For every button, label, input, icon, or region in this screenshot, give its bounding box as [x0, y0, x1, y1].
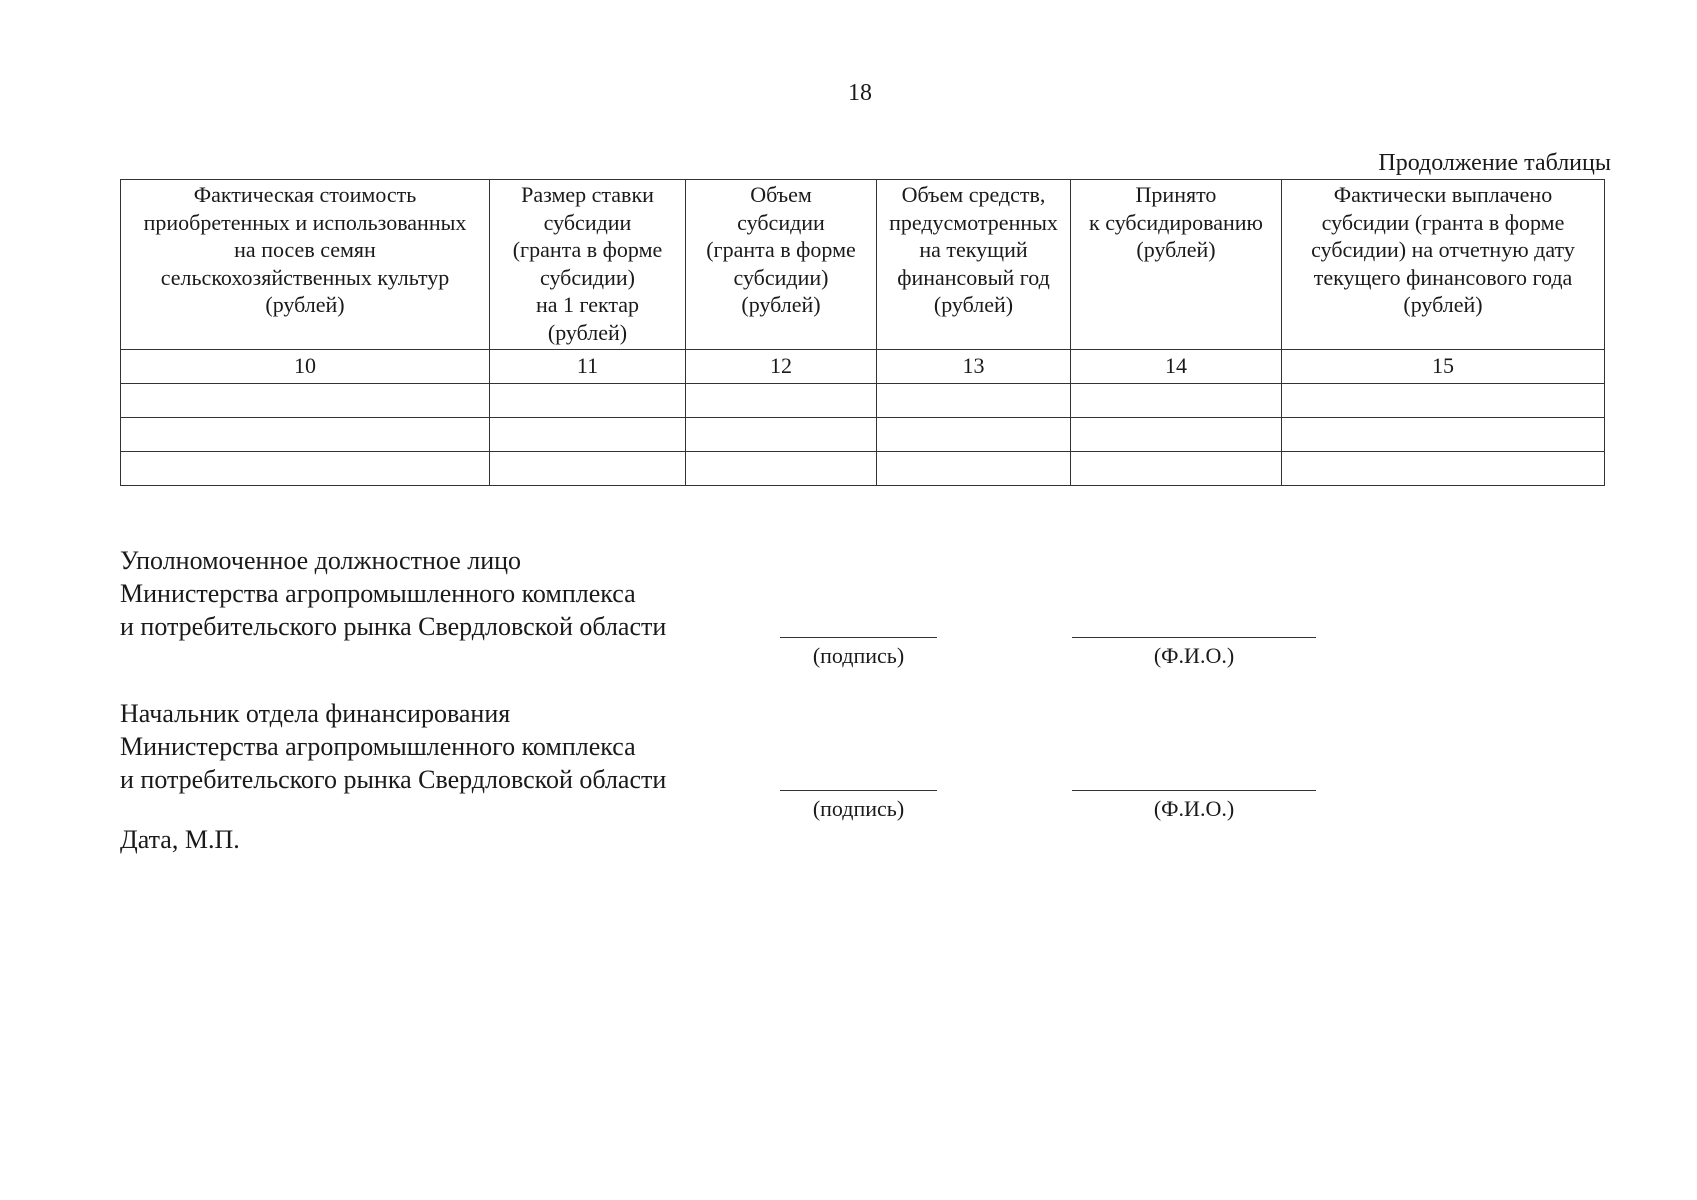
- name-line: [1072, 637, 1316, 638]
- header-cell-subsidy-rate: Размер ставки субсидии (гранта в форме субсидии) на 1 гектар (рублей): [490, 180, 686, 350]
- column-number: 11: [490, 350, 686, 384]
- name-caption: (Ф.И.О.): [1153, 796, 1235, 821]
- table-cell: [1071, 452, 1282, 486]
- page-number: 18: [848, 80, 872, 106]
- header-cell-accepted-for-subsidy: Принято к субсидированию (рублей): [1071, 180, 1282, 350]
- table-row: [121, 418, 1605, 452]
- table-continuation-label: Продолжение таблицы: [1378, 150, 1611, 176]
- table-cell: [877, 418, 1071, 452]
- subsidy-table: [120, 179, 1605, 486]
- table-row: [121, 384, 1605, 418]
- signatory-line: Министерства агропромышленного комплекса: [120, 732, 636, 761]
- table-cell: [686, 452, 877, 486]
- signature-line: [780, 637, 937, 638]
- table-cell: [490, 452, 686, 486]
- header-cell-subsidy-volume: Объем субсидии (гранта в форме субсидии) (рублей): [686, 180, 877, 350]
- signature-caption: (подпись): [812, 796, 905, 821]
- column-number: 13: [877, 350, 1071, 384]
- name-caption: (Ф.И.О.): [1153, 643, 1235, 668]
- table-cell: [1071, 384, 1282, 418]
- signatory-line: и потребительского рынка Свердловской области: [120, 765, 667, 794]
- table-cell: [1282, 452, 1605, 486]
- signatory-line: Начальник отдела финансирования: [120, 699, 511, 728]
- header-cell-actually-paid: Фактически выплачено субсидии (гранта в форме субсидии) на отчетную дату текущего финансового года (рублей): [1282, 180, 1605, 350]
- authorized-official-block: [120, 544, 666, 643]
- signatory-line: Министерства агропромышленного комплекса: [120, 579, 636, 608]
- table-header-row: [121, 180, 1605, 350]
- table-cell: [1282, 418, 1605, 452]
- table-cell: [490, 418, 686, 452]
- finance-head-block: [120, 697, 666, 796]
- table-cell: [877, 452, 1071, 486]
- name-line: [1072, 790, 1316, 791]
- table-cell: [1282, 384, 1605, 418]
- signatory-line: Уполномоченное должностное лицо: [120, 546, 522, 575]
- table-cell: [1071, 418, 1282, 452]
- signatory-line: и потребительского рынка Свердловской области: [120, 612, 667, 641]
- signature-line: [780, 790, 937, 791]
- table-row: [121, 452, 1605, 486]
- table-cell: [686, 384, 877, 418]
- table-cell: [121, 452, 490, 486]
- column-number: 12: [686, 350, 877, 384]
- signature-caption: (подпись): [812, 643, 905, 668]
- table-cell: [877, 384, 1071, 418]
- column-number: 10: [121, 350, 490, 384]
- table-cell: [686, 418, 877, 452]
- date-label-text: Дата, М.П.: [120, 825, 240, 854]
- column-number: 14: [1071, 350, 1282, 384]
- table-cell: [121, 384, 490, 418]
- date-stamp-label: [120, 823, 240, 856]
- header-cell-actual-seed-cost: Фактическая стоимость приобретенных и использованных на посев семян сельскохозяйственных культур (рублей): [121, 180, 490, 350]
- column-number-row: [121, 350, 1605, 384]
- column-number: 15: [1282, 350, 1605, 384]
- table-cell: [490, 384, 686, 418]
- header-cell-planned-funds: Объем средств, предусмотренных на текущий финансовый год (рублей): [877, 180, 1071, 350]
- table-cell: [121, 418, 490, 452]
